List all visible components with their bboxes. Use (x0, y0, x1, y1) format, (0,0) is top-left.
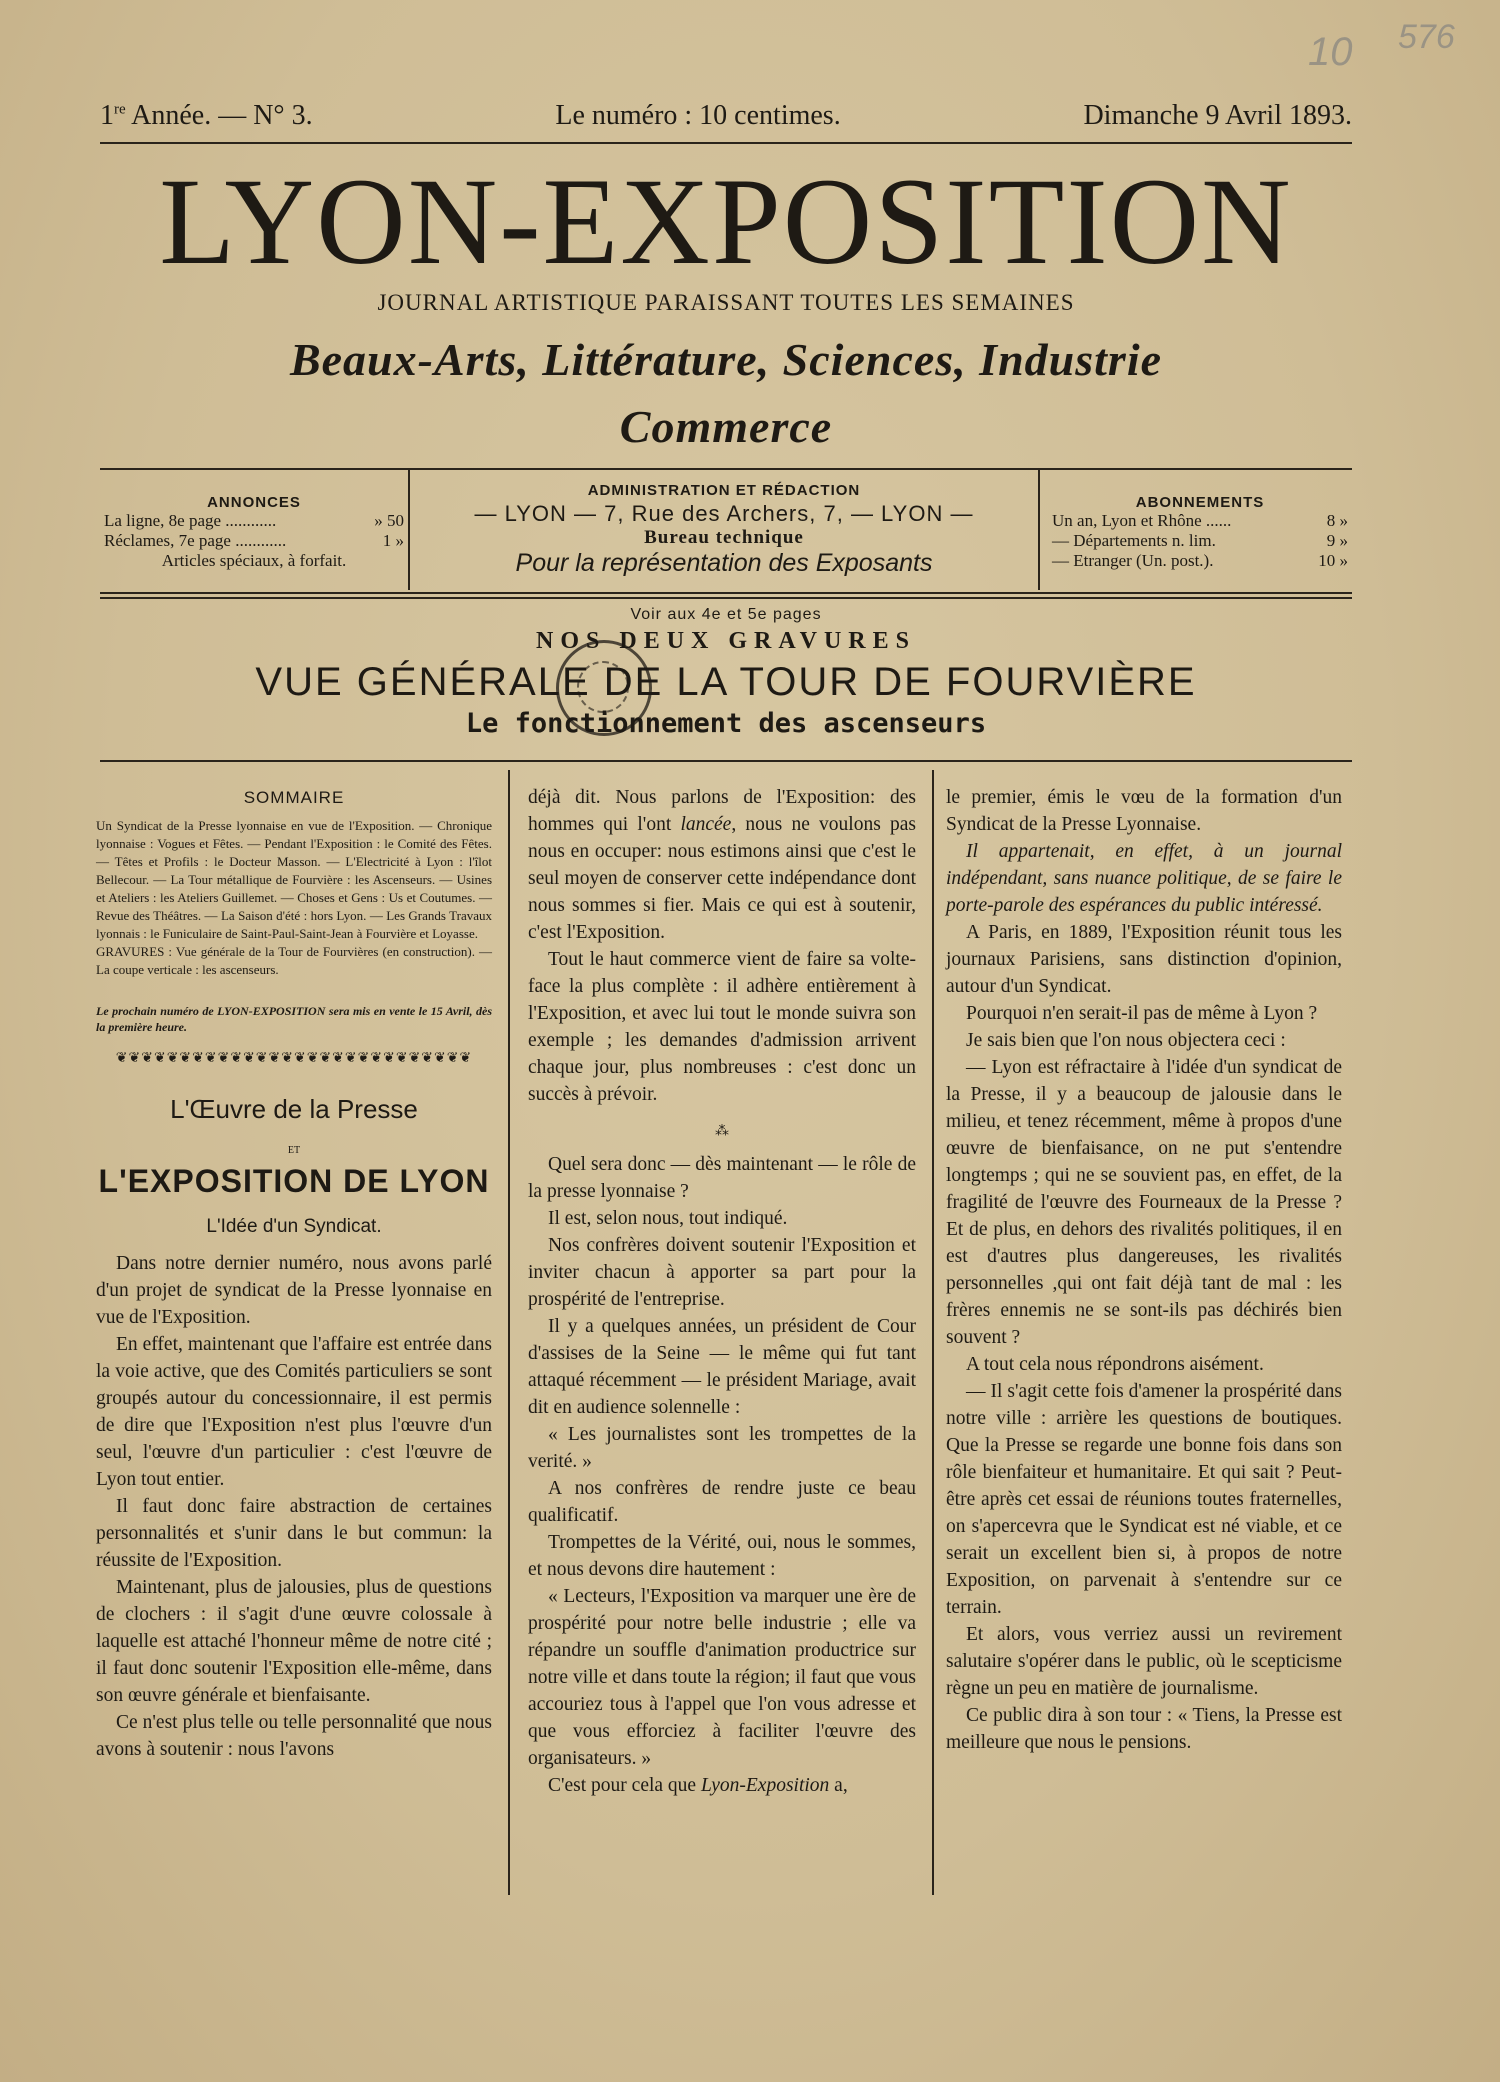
gravures-heading: NOS DEUX GRAVURES (536, 628, 916, 654)
issue-number: 1re Année. — N° 3. (100, 100, 313, 131)
pencil-annotation: 10 (1308, 30, 1353, 74)
article-subheading: L'Idée d'un Syndicat. (206, 1216, 382, 1237)
paragraph: A tout cela nous répondrons aisément. (966, 1354, 1264, 1375)
paragraph: Maintenant, plus de jalousies, plus de questions de clochers : il s'agit d'une œuvre colossale à laquelle est attaché l'honneur même de notre cité ; il faut donc soutenir l'Exposition elle-même, dans son œuvre générale et bienfaisante. (96, 1577, 492, 1706)
paragraph: Tout le haut commerce vient de faire sa volte-face la plus complète : il adhère entièrement à l'Exposition, et avec lui tout le monde suivra son exemple ; les demandes d'admission arrivent chaque jour, plus nombreuses : c'est donc un succès à prévoir. (528, 949, 916, 1105)
paragraph: Il y a quelques années, un président de Cour d'assises de la Seine — le même qui fut tant attaqué récemment — le président Mariage, avait dit en audience solennelle : (528, 1316, 916, 1418)
sommaire-body: Un Syndicat de la Presse lyonnaise en vue de l'Exposition. — Chronique lyonnaise : Vogues et Fêtes. — Pendant l'Exposition : le Comité des Fêtes. — Têtes et Profils : le Docteur Masson. — L'Electricité à Lyon : l'îlot Bellecour. — La Tour métallique de Fourvière : les Ascenseurs. — Usines et Ateliers : les Ateliers Guillemet. — Choses et Gens : Us et Coutumes. — Revue des Théâtres. — La Saison d'été : hors Lyon. — Les Grands Travaux lyonnais : le Funiculaire de Saint-Paul-Saint-Jean à Fourvière et Loyasse. (96, 818, 492, 941)
paragraph: Ce public dira à son tour : « Tiens, la Presse est meilleure que nous le pensions. (946, 1705, 1342, 1753)
paragraph: « Lecteurs, l'Exposition va marquer une ère de prospérité pour notre belle industrie ; elle va répandre un souffle d'animation productrice sur notre ville et dans toute la région; il faut que vous accouriez tous à l'appel que l'on vous adresse et que vous efforciez à faciliter l'œuvre des organisateurs. » (528, 1586, 916, 1769)
masthead-title: LYON-EXPOSITION (159, 153, 1293, 290)
issue-date: Dimanche 9 Avril 1893. (1083, 100, 1352, 131)
paragraph: Il faut donc faire abstraction de certaines personnalités et s'unir dans le but commun: la réussite de l'Exposition. (96, 1496, 492, 1571)
info-box (100, 470, 1352, 590)
paragraph: Quel sera donc — dès maintenant — le rôle de la presse lyonnaise ? (528, 1154, 916, 1202)
paragraph: Et alors, vous verriez aussi un revirement salutaire s'opérer dans le public, où le scepticisme règne un peu en matière de journalisme. (946, 1624, 1342, 1699)
infobox-bottom-rule-double (100, 597, 1352, 599)
columns-top-rule (100, 760, 1352, 762)
bureau-technique: Bureau technique (644, 527, 804, 548)
article-title: L'Œuvre de la Presse (170, 1094, 418, 1124)
masthead-topics: Beaux-Arts, Littérature, Sciences, Industrie (289, 334, 1163, 385)
paragraph: Dans notre dernier numéro, nous avons parlé d'un projet de syndicat de la Presse lyonnaise en vue de l'Exposition. (96, 1253, 492, 1328)
annonces-row: Réclames, 7e page ............ 1 » (104, 531, 404, 550)
abonnements-row: — Etranger (Un. post.). 10 » (1052, 551, 1348, 570)
next-issue-note: Le prochain numéro de LYON-EXPOSITION sera mis en vente le 15 Avril, dès la première heure. (96, 1004, 492, 1034)
paragraph: C'est pour cela que Lyon-Exposition a, (548, 1775, 848, 1796)
pencil-annotation-faint: 576 (1398, 18, 1455, 56)
paragraph: A Paris, en 1889, l'Exposition réunit tous les journaux Parisiens, sans distinction d'opinion, autour d'un Syndicat. (946, 922, 1342, 997)
paragraph: « Les journalistes sont les trompettes de la verité. » (528, 1424, 916, 1472)
paragraph: déjà dit. Nous parlons de l'Exposition: des hommes qui l'ont lancée, nous ne voulons pas nous en occuper: nous estimons ainsi que c'est le seul moyen de conserver cette indépendance dont nous sommes si fier. Mais ce qui est à soutenir, c'est l'Exposition. (528, 787, 916, 943)
administration-address: — LYON — 7, Rue des Archers, 7, — LYON — (474, 501, 974, 526)
issue-price: Le numéro : 10 centimes. (555, 100, 841, 131)
masthead-topics-commerce: Commerce (619, 401, 833, 452)
annonces-heading: ANNONCES (207, 494, 301, 511)
article-title-et: ET (287, 1145, 301, 1156)
gravures-subtitle: Le fonctionnement des ascenseurs (465, 708, 987, 739)
paragraph: Nos confrères doivent soutenir l'Exposition et inviter chacun à apporter sa part pour la prospérité de l'entreprise. (528, 1235, 916, 1310)
paragraph: Pourquoi n'en serait-il pas de même à Lyon ? (966, 1003, 1318, 1024)
administration-heading: ADMINISTRATION ET RÉDACTION (587, 482, 861, 499)
paragraph: Trompettes de la Vérité, oui, nous le sommes, et nous devons dire hautement : (528, 1532, 916, 1580)
paragraph: — Lyon est réfractaire à l'idée d'un syndicat de la Presse, il y a beaucoup de jalousie dans le milieu, et tenez récemment, même à propos d'une œuvre de bienfaisance, on ne put s'entendre longtemps ; qui ne se souvient pas, en effet, de la fragilité de l'œuvre des Fourneaux de la Presse ? Et de plus, en dehors des rivalités politiques, il en est d'autres plus dangereuses, les rivalités personnelles ,qui ont fait déjà tant de mal : les frères ennemis ne se sont-ils pas déchirés bien souvent ? (946, 1057, 1342, 1348)
abonnements-row: Un an, Lyon et Rhône ...... 8 » (1052, 511, 1348, 530)
ornament-divider: ❦❦❦❦❦❦❦❦❦❦❦❦❦❦❦❦❦❦❦❦❦❦❦❦❦❦❦❦ (115, 1051, 473, 1066)
column-divider (932, 770, 934, 1895)
paragraph: En effet, maintenant que l'affaire est entrée dans la voie active, que des Comités particuliers se sont groupés autour du concessionnaire, il est permis de dire que l'Exposition n'est plus l'œuvre d'un seul, l'œuvre d'un particulier : c'est l'œuvre de Lyon tout entier. (96, 1334, 492, 1490)
column-1 (96, 784, 492, 1763)
gravures-note: Voir aux 4e et 5e pages (630, 606, 822, 623)
annonces-block (100, 470, 410, 590)
header-rule (100, 142, 1352, 144)
column-2 (528, 784, 916, 1799)
paragraph: Je sais bien que l'on nous objectera ceci : (966, 1030, 1286, 1051)
paragraph: Il est, selon nous, tout indiqué. (548, 1208, 788, 1229)
infobox-bottom-rule (100, 592, 1352, 594)
abonnements-heading: ABONNEMENTS (1135, 494, 1265, 511)
column-divider (508, 770, 510, 1895)
paragraph: A nos confrères de rendre juste ce beau qualificatif. (528, 1478, 916, 1526)
paragraph-italic: Il appartenait, en effet, à un journal indépendant, sans nuance politique, de se faire le porte-parole des espérances du public intéressé. (946, 841, 1342, 916)
section-asterism: ⁂ (715, 1124, 729, 1139)
column-3 (946, 784, 1342, 1756)
paragraph: le premier, émis le vœu de la formation d'un Syndicat de la Presse Lyonnaise. (946, 787, 1342, 835)
issue-header (100, 100, 1352, 132)
annonces-row: La ligne, 8e page ............ » 50 (104, 511, 404, 530)
abonnements-row: — Départements n. lim. 9 » (1052, 531, 1348, 550)
masthead-subtitle: JOURNAL ARTISTIQUE PARAISSANT TOUTES LES SEMAINES (377, 290, 1075, 315)
library-stamp (556, 640, 652, 736)
article-headline: L'EXPOSITION DE LYON (98, 1163, 490, 1199)
sommaire-gravures: GRAVURES : Vue générale de la Tour de Fourvières (en construction). — La coupe verticale : les ascenseurs. (96, 944, 492, 977)
paragraph: Ce n'est plus telle ou telle personnalité que nous avons à soutenir : nous l'avons (96, 1712, 492, 1760)
sommaire-heading: SOMMAIRE (243, 788, 345, 807)
administration-tagline: Pour la représentation des Exposants (515, 549, 933, 577)
annonces-row: Articles spéciaux, à forfait. (161, 551, 347, 570)
gravures-title: VUE GÉNÉRALE DE LA TOUR DE FOURVIÈRE (255, 660, 1197, 704)
abonnements-block (1040, 470, 1352, 590)
paragraph: — Il s'agit cette fois d'amener la prospérité dans notre ville : arrière les questions de boutiques. Que la Presse se regarde une bonne fois dans son rôle bienfaiteur et humanitaire. Et qui sait ? Peut-être après cet essai de réunions toutes fraternelles, on s'apercevra que le Syndicat est né viable, et ce serait un excellent bien si, à propos de notre Exposition, on parvenait à s'entendre sur ce terrain. (946, 1381, 1342, 1618)
administration-block (410, 470, 1040, 590)
